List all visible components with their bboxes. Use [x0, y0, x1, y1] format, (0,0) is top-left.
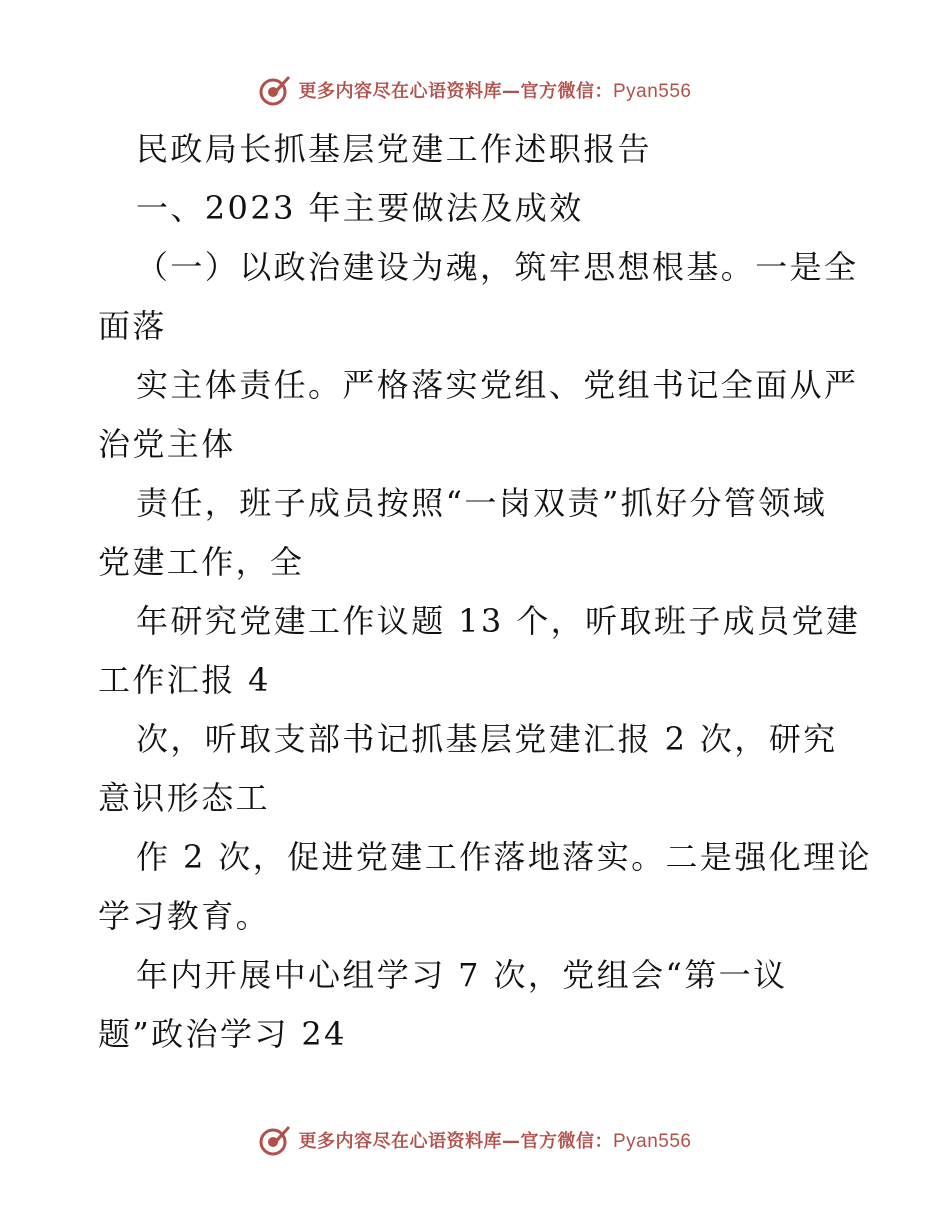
header-banner-text: 更多内容尽在心语资料库—官方微信：Pyan556 [298, 81, 692, 102]
paragraph-line: 次，听取支部书记抓基层党建汇报 2 次，研究 [136, 720, 838, 758]
paragraph-line: （一）以政治建设为魂，筑牢思想根基。一是全 [136, 248, 859, 286]
paragraph-line: 治党主体 [98, 425, 236, 463]
paragraph-line: 工作汇报 4 [98, 661, 271, 699]
quill-pen-logo-icon [258, 73, 292, 107]
paragraph-line: 年内开展中心组学习 7 次，党组会“第一议 [136, 956, 788, 994]
paragraph-line: 面落 [98, 307, 167, 345]
paragraph-line: 责任，班子成员按照“一岗双责”抓好分管领域 [136, 484, 828, 522]
quill-pen-logo-icon [258, 1123, 292, 1157]
paragraph-line: 学习教育。 [98, 897, 271, 935]
footer-banner-text: 更多内容尽在心语资料库—官方微信：Pyan556 [298, 1131, 692, 1152]
footer-wechat-id: Pyan556 [612, 1131, 692, 1152]
footer-banner [0, 1120, 950, 1160]
document-body [98, 120, 872, 1064]
document-title: 民政局长抓基层党建工作述职报告 [136, 130, 653, 168]
header-wechat-id: Pyan556 [612, 81, 692, 102]
paragraph-line: 实主体责任。严格落实党组、党组书记全面从严 [136, 366, 859, 404]
header-banner [0, 70, 950, 110]
section-heading: 一、2023 年主要做法及成效 [136, 189, 584, 227]
paragraph-line: 题”政治学习 24 [98, 1015, 347, 1053]
paragraph-line: 年研究党建工作议题 13 个，听取班子成员党建 [136, 602, 861, 640]
paragraph-line: 作 2 次，促进党建工作落地落实。二是强化理论 [136, 838, 872, 876]
paragraph-line: 党建工作，全 [98, 543, 305, 581]
paragraph-line: 意识形态工 [98, 779, 271, 817]
